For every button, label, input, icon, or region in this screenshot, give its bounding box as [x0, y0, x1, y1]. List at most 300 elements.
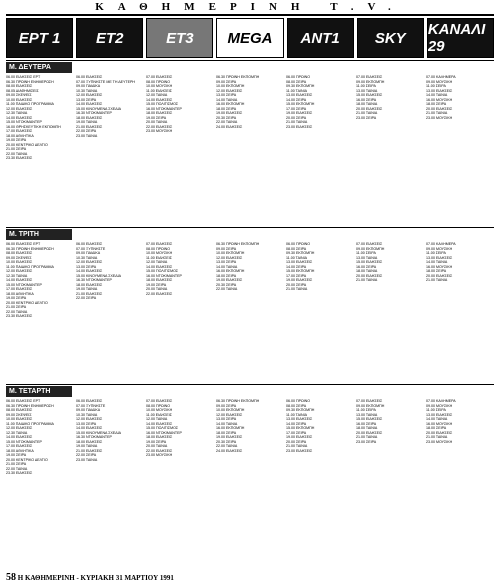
channel-schedule-column	[76, 399, 144, 567]
schedule-entry: 20.00 ΕΙΔΗΣΕΙΣ	[426, 106, 453, 111]
schedule-entry: 13.00 ΣΕΙΡΑ	[76, 97, 97, 102]
schedule-entry: 06.30 ΠΡΩΙΝΗ ΕΚΠΟΜΠΗ	[216, 75, 260, 79]
schedule-entry: 15.00 ΕΙΔΗΣΕΙΣ	[356, 93, 383, 97]
schedule-entry: 12.30 ΤΑΙΝΙΑ	[6, 111, 28, 115]
channel-schedule-column	[286, 75, 354, 225]
schedule-entry: 18.00 ΣΕΙΡΑ	[216, 273, 237, 278]
schedule-entry: 08.05 ΔΙΑΦΗΜΙΣΕΙΣ	[6, 88, 39, 93]
schedule-entry: 19.00 ΣΕΙΡΑ	[6, 138, 27, 142]
schedule-entry: 11.00 ΣΕΙΡΑ	[426, 84, 446, 88]
channel-logo: MEGA	[216, 18, 283, 58]
channel-logo: SKY	[357, 18, 424, 58]
schedule-entry: 11.00 ΕΙΔΗΣΕΙΣ	[146, 255, 172, 260]
schedule-entry: 22.00 ΣΕΙΡΑ	[76, 296, 97, 300]
schedule-entry: 11.00 ΣΕΙΡΑ	[356, 84, 376, 88]
schedule-entry: 07.00 ΕΙΔΗΣΕΙΣ	[356, 75, 383, 79]
schedule-entry: 11.00 ΕΙΔΗΣΕΙΣ	[146, 412, 172, 417]
channel-schedule-column	[286, 399, 354, 567]
schedule-entry: 06.00 ΠΡΩΙΝΟ	[286, 242, 311, 246]
schedule-entry: 07.00 ΚΑΛΗΜΕΡΑ	[426, 75, 456, 79]
schedule-entry: 22.00 ΕΙΔΗΣΕΙΣ	[146, 124, 173, 129]
channel-schedule-column	[426, 242, 494, 382]
schedule-entry: 16.00 ΜΟΥΣΙΚΗ	[426, 421, 453, 426]
schedule-entry: 22.00 ΤΑΙΝΙΑ	[6, 151, 28, 156]
schedule-entry: 18.00 ΣΕΙΡΑ	[426, 269, 447, 273]
schedule-entry: 21.00 ΤΑΙΝΙΑ	[286, 444, 308, 448]
schedule-entry: 17.00 ΣΕΙΡΑ	[286, 273, 307, 278]
schedule-entry: 18.00 ΕΙΔΗΣΕΙΣ	[146, 111, 173, 115]
schedule-entry: 11.00 ΠΑΙΔΙΚΟ ΠΡΟΓΡΑΜΜΑ	[6, 264, 54, 269]
schedule-entry: 13.00 ΣΕΙΡΑ	[216, 93, 237, 97]
schedule-entry: 12.00 ΤΑΙΝΙΑ	[146, 93, 168, 97]
schedule-entry: 14.00 ΕΙΔΗΣΕΙΣ	[146, 97, 173, 102]
schedule-entry: 08.00 ΣΕΙΡΑ	[286, 79, 307, 84]
section-divider	[6, 384, 494, 385]
schedule-entry: 18.00 ΑΘΛΗΤΙΚΑ	[6, 448, 34, 453]
schedule-entry: 12.00 ΕΙΔΗΣΕΙΣ	[76, 260, 103, 264]
schedule-entry: 16.00 ΕΚΠΟΜΠΗ	[216, 269, 245, 273]
schedule-entry: 13.00 ΣΕΙΡΑ	[76, 421, 97, 426]
schedule-entry: 12.00 ΕΙΔΗΣΕΙΣ	[216, 412, 243, 417]
schedule-columns	[6, 242, 494, 382]
schedule-entry: 18.00 ΑΘΛΗΤΙΚΑ	[6, 133, 34, 138]
schedule-entry: 06.30 ΠΡΩΙΝΗ ΕΚΠΟΜΠΗ	[216, 399, 260, 403]
schedule-entry: 09.00 ΠΑΙΔΙΚΑ	[76, 251, 101, 255]
schedule-entry: 18.00 ΕΙΔΗΣΕΙΣ	[76, 115, 103, 120]
schedule-entry: 18.00 ΣΕΙΡΑ	[426, 426, 447, 430]
schedule-entry: 15.00 ΝΤΟΚΙΜΑΝΤΕΡ	[6, 120, 42, 124]
channel-schedule-column	[426, 399, 494, 567]
schedule-entry: 19.00 ΤΑΙΝΙΑ	[76, 120, 98, 124]
schedule-entry: 23.00 ΜΟΥΣΙΚΗ	[146, 453, 173, 457]
schedule-entry: 21.00 ΤΑΙΝΙΑ	[426, 435, 448, 439]
schedule-entry: 09.00 ΣΚΕΨΕΙΣ	[6, 255, 32, 260]
schedule-entry: 20.00 ΕΙΔΗΣΕΙΣ	[356, 273, 383, 278]
schedule-entry: 09.00 ΕΚΠΟΜΠΗ	[356, 403, 385, 408]
schedule-entry: 21.00 ΕΙΔΗΣΕΙΣ	[76, 291, 103, 296]
channel-schedule-column	[356, 399, 424, 567]
schedule-entry: 09.30 ΕΚΠΟΜΠΗ	[286, 84, 315, 88]
schedule-entry: 15.00 ΝΤΟΚΙΜΑΝΤΕΡ	[6, 439, 42, 444]
schedule-entry: 15.00 ΝΤΟΚΙΜΑΝΤΕΡ	[6, 282, 42, 287]
schedule-entry: 13.00 ΤΑΙΝΙΑ	[356, 88, 378, 93]
schedule-entry: 20.00 ΚΕΝΤΡΙΚΟ ΔΕΛΤΙΟ	[6, 142, 48, 147]
schedule-entry: 16.30 ΝΤΟΚΙΜΑΝΤΕΡ	[76, 111, 112, 115]
schedule-entry: 15.00 ΠΟΛΙΤΙΣΜΟΣ	[146, 269, 179, 273]
schedule-entry: 16.00 ΣΕΙΡΑ	[356, 97, 377, 102]
schedule-entry: 23.30 ΕΙΔΗΣΕΙΣ	[6, 156, 33, 160]
page-footer	[6, 572, 494, 583]
schedule-entry: 14.00 ΤΑΙΝΙΑ	[216, 264, 238, 269]
channel-schedule-column	[6, 75, 74, 225]
schedule-entry: 13.00 ΕΙΔΗΣΕΙΣ	[286, 93, 313, 97]
schedule-entry: 18.00 ΑΘΛΗΤΙΚΑ	[6, 291, 34, 296]
schedule-entry: 09.00 ΜΟΥΣΙΚΗ	[426, 79, 453, 84]
channel-schedule-column	[6, 399, 74, 567]
schedule-entry: 10.30 ΤΑΙΝΙΑ	[76, 412, 98, 417]
schedule-entry: 06.30 ΠΡΩΙΝΗ ΕΝΗΜΕΡΩΣΗ	[6, 79, 54, 84]
schedule-entry: 19.00 ΣΕΙΡΑ	[146, 115, 167, 120]
schedule-entry: 23.00 ΕΙΔΗΣΕΙΣ	[286, 124, 313, 129]
page-number: 58	[6, 572, 16, 583]
schedule-entry: 14.00 ΤΑΙΝΙΑ	[216, 97, 238, 102]
channel-schedule-column	[426, 75, 494, 225]
schedule-entry: 23.00 ΜΟΥΣΙΚΗ	[426, 115, 453, 120]
footer-text: Η ΚΑΘΗΜΕΡΙΝΗ - ΚΥΡΙΑΚΗ 31 ΜΑΡΤΙΟΥ 1991	[17, 574, 174, 582]
schedule-entry: 22.00 ΕΙΔΗΣΕΙΣ	[146, 291, 173, 296]
schedule-entry: 22.00 ΣΕΙΡΑ	[76, 129, 97, 133]
schedule-entry: 22.00 ΕΙΔΗΣΕΙΣ	[146, 448, 173, 453]
schedule-entry: 19.00 ΣΕΙΡΑ	[146, 439, 167, 444]
schedule-entry: 06.00 ΕΙΔΗΣΕΙΣ ΕΡΤ	[6, 242, 41, 246]
schedule-entry: 18.00 ΤΑΙΝΙΑ	[356, 269, 378, 273]
schedule-entry: 11.00 ΣΕΙΡΑ	[426, 408, 446, 412]
section-divider	[6, 60, 494, 61]
schedule-entry: 21.00 ΤΑΙΝΙΑ	[426, 111, 448, 115]
schedule-entry: 16.00 ΝΤΟΚΙΜΑΝΤΕΡ	[146, 430, 182, 435]
schedule-entry: 17.00 ΕΙΔΗΣΕΙΣ	[6, 444, 33, 448]
schedule-entry: 18.00 ΕΙΔΗΣΕΙΣ	[76, 439, 103, 444]
schedule-columns	[6, 399, 494, 567]
channel-logo-row	[6, 18, 494, 58]
schedule-entry: 15.00 ΕΚΠΟΜΠΗ	[286, 102, 315, 106]
schedule-entry: 24.00 ΕΙΔΗΣΕΙΣ	[216, 448, 243, 453]
schedule-entry: 21.00 ΣΕΙΡΑ	[6, 147, 27, 151]
schedule-entry: 20.00 ΚΕΝΤΡΙΚΟ ΔΕΛΤΙΟ	[6, 457, 48, 462]
schedule-entry: 17.00 ΕΙΔΗΣΕΙΣ	[6, 287, 33, 291]
schedule-entry: 22.00 ΣΕΙΡΑ	[76, 453, 97, 457]
schedule-entry: 19.00 ΣΕΙΡΑ	[6, 453, 27, 457]
schedule-entry: 11.00 ΠΑΙΔΙΚΟ ΠΡΟΓΡΑΜΜΑ	[6, 102, 54, 106]
schedule-entry: 08.00 ΕΙΔΗΣΕΙΣ	[6, 84, 33, 88]
schedule-entry: 13.00 ΣΕΙΡΑ	[216, 260, 237, 264]
schedule-entry: 09.00 ΠΑΙΔΙΚΑ	[76, 408, 101, 412]
schedule-entry: 10.30 ΤΑΙΝΙΑ	[76, 255, 98, 260]
schedule-entry: 19.00 ΕΙΔΗΣΕΙΣ	[216, 435, 243, 439]
schedule-entry: 14.00 ΕΙΔΗΣΕΙΣ	[76, 102, 103, 106]
tv-guide-page	[6, 0, 494, 583]
schedule-entry: 20.30 ΣΕΙΡΑ	[216, 439, 237, 444]
schedule-entry: 12.00 ΕΙΔΗΣΕΙΣ	[76, 93, 103, 97]
schedule-entry: 08.00 ΠΡΩΙΝΟ	[146, 79, 171, 84]
schedule-entry: 20.30 ΣΕΙΡΑ	[216, 115, 237, 120]
schedule-entry: 06.30 ΠΡΩΙΝΗ ΕΝΗΜΕΡΩΣΗ	[6, 403, 54, 408]
schedule-entry: 10.00 ΕΚΠΟΜΠΗ	[216, 408, 245, 412]
schedule-entry: 11.00 ΤΑΙΝΙΑ	[286, 412, 307, 417]
schedule-entry: 09.00 ΜΟΥΣΙΚΗ	[426, 403, 453, 408]
schedule-entry: 20.00 ΕΙΔΗΣΕΙΣ	[356, 430, 383, 435]
schedule-entry: 11.00 ΣΕΙΡΑ	[426, 251, 446, 255]
schedule-entry: 16.00 ΝΤΟΚΙΜΑΝΤΕΡ	[146, 273, 182, 278]
schedule-entry: 14.00 ΤΑΙΝΙΑ	[426, 93, 448, 97]
schedule-entry: 19.00 ΤΑΙΝΙΑ	[76, 287, 98, 291]
schedule-entry: 23.30 ΕΙΔΗΣΕΙΣ	[6, 314, 33, 318]
schedule-entry: 07.00 ΞΥΠΝΗΣΤΕ	[76, 246, 106, 251]
schedule-entry: 13.00 ΕΙΔΗΣΕΙΣ	[286, 417, 313, 421]
schedule-entry: 10.00 ΜΟΥΣΙΚΗ	[146, 84, 173, 88]
schedule-entry: 12.00 ΕΙΔΗΣΕΙΣ	[216, 255, 243, 260]
schedule-entry: 22.00 ΤΑΙΝΙΑ	[216, 444, 238, 448]
schedule-entry: 08.00 ΣΕΙΡΑ	[286, 403, 307, 408]
schedule-entry: 06.00 ΕΙΔΗΣΕΙΣ	[76, 75, 103, 79]
schedule-entry: 20.00 ΣΕΙΡΑ	[286, 439, 307, 444]
schedule-entry: 14.00 ΤΑΙΝΙΑ	[426, 260, 448, 264]
schedule-entry: 18.00 ΕΙΔΗΣΕΙΣ	[146, 435, 173, 439]
schedule-entry: 19.00 ΕΙΔΗΣΕΙΣ	[286, 278, 313, 282]
day-header: Μ. ΔΕΥΤΕΡΑ	[6, 62, 72, 73]
schedule-entry: 10.00 ΜΟΥΣΙΚΗ	[146, 408, 173, 412]
schedule-entry: 08.00 ΕΙΔΗΣΕΙΣ	[6, 251, 33, 255]
schedule-columns	[6, 75, 494, 225]
schedule-entry: 10.30 ΤΑΙΝΙΑ	[76, 88, 98, 93]
schedule-entry: 06.00 ΠΡΩΙΝΟ	[286, 399, 311, 403]
schedule-entry: 06.30 ΠΡΩΙΝΗ ΕΝΗΜΕΡΩΣΗ	[6, 246, 54, 251]
schedule-entry: 21.00 ΤΑΙΝΙΑ	[356, 435, 378, 439]
channel-schedule-column	[356, 242, 424, 382]
schedule-entry: 15.00 ΕΙΔΗΣΕΙΣ	[356, 260, 383, 264]
schedule-entry: 21.00 ΤΑΙΝΙΑ	[286, 120, 308, 124]
schedule-entry: 09.30 ΕΚΠΟΜΠΗ	[286, 251, 315, 255]
schedule-entry: 09.30 ΕΚΠΟΜΠΗ	[286, 408, 315, 412]
schedule-entry: 13.00 ΤΑΙΝΙΑ	[356, 412, 378, 417]
channel-schedule-column	[286, 242, 354, 382]
schedule-entry: 15.00 ΕΚΠΟΜΠΗ	[286, 426, 315, 430]
schedule-entry: 21.00 ΤΑΙΝΙΑ	[356, 111, 378, 115]
schedule-entry: 09.00 ΣΚΕΨΕΙΣ	[6, 93, 32, 97]
schedule-entry: 14.00 ΕΙΔΗΣΕΙΣ	[76, 269, 103, 273]
schedule-entry: 13.00 ΕΙΔΗΣΕΙΣ	[426, 255, 453, 260]
schedule-entry: 12.00 ΤΑΙΝΙΑ	[146, 417, 168, 421]
channel-schedule-column	[216, 242, 284, 382]
schedule-entry: 16.30 ΝΤΟΚΙΜΑΝΤΕΡ	[76, 435, 112, 439]
schedule-entry: 18.00 ΤΑΙΝΙΑ	[356, 426, 378, 430]
schedule-entry: 22.00 ΤΑΙΝΙΑ	[216, 287, 238, 291]
schedule-entry: 15.00 ΠΟΛΙΤΙΣΜΟΣ	[146, 426, 179, 430]
schedule-entry: 23.00 ΤΑΙΝΙΑ	[76, 133, 98, 138]
schedule-entry: 20.00 ΕΙΔΗΣΕΙΣ	[356, 106, 383, 111]
schedule-entry: 19.00 ΕΙΔΗΣΕΙΣ	[216, 111, 243, 115]
schedule-entry: 07.00 ΕΙΔΗΣΕΙΣ	[146, 75, 173, 79]
schedule-entry: 12.30 ΤΑΙΝΙΑ	[6, 430, 28, 435]
channel-schedule-column	[356, 75, 424, 225]
schedule-entry: 07.00 ΞΥΠΝΗΣΤΕ	[76, 403, 106, 408]
channel-schedule-column	[216, 399, 284, 567]
schedule-entry: 24.00 ΕΙΔΗΣΕΙΣ	[216, 124, 243, 129]
schedule-entry: 19.00 ΕΙΔΗΣΕΙΣ	[286, 435, 313, 439]
schedule-entry: 23.00 ΤΑΙΝΙΑ	[76, 457, 98, 462]
schedule-entry: 06.00 ΕΙΔΗΣΕΙΣ ΕΡΤ	[6, 75, 41, 79]
channel-logo: ΕΤ2	[76, 18, 143, 58]
schedule-entry: 11.00 ΤΑΙΝΙΑ	[286, 88, 307, 93]
schedule-entry: 12.00 ΕΙΔΗΣΕΙΣ	[6, 269, 33, 273]
schedule-entry: 06.00 ΕΙΔΗΣΕΙΣ	[76, 399, 103, 403]
day-header: Μ. ΤΕΤΑΡΤΗ	[6, 386, 72, 397]
schedule-entry: 23.00 ΜΟΥΣΙΚΗ	[146, 129, 173, 133]
schedule-entry: 23.30 ΕΙΔΗΣΕΙΣ	[6, 471, 33, 475]
schedule-entry: 18.00 ΣΕΙΡΑ	[216, 430, 237, 435]
schedule-entry: 13.00 ΕΙΔΗΣΕΙΣ	[286, 260, 313, 264]
schedule-entry: 23.00 ΣΕΙΡΑ	[356, 439, 377, 444]
schedule-entry: 06.00 ΕΙΔΗΣΕΙΣ	[76, 242, 103, 246]
schedule-entry: 13.00 ΕΙΔΗΣΕΙΣ	[426, 412, 453, 417]
schedule-entry: 16.00 ΣΕΙΡΑ	[356, 264, 377, 269]
schedule-entry: 08.00 ΕΙΔΗΣΕΙΣ	[6, 408, 33, 412]
schedule-entry: 17.00 ΣΕΙΡΑ	[286, 430, 307, 435]
schedule-entry: 09.00 ΕΚΠΟΜΠΗ	[356, 246, 385, 251]
schedule-entry: 10.00 ΕΙΔΗΣΕΙΣ	[6, 260, 33, 264]
schedule-entry: 14.00 ΕΙΔΗΣΕΙΣ	[6, 115, 33, 120]
schedule-entry: 06.00 ΕΙΔΗΣΕΙΣ ΕΡΤ	[6, 399, 41, 403]
schedule-entry: 14.00 ΕΙΔΗΣΕΙΣ	[146, 421, 173, 426]
schedule-entry: 19.00 ΣΕΙΡΑ	[146, 282, 167, 287]
schedule-entry: 06.00 ΠΡΩΙΝΟ	[286, 75, 311, 79]
schedule-entry: 18.00 ΕΙΔΗΣΕΙΣ	[76, 282, 103, 287]
channel-schedule-column	[146, 242, 214, 382]
schedule-entry: 15.00 ΠΟΛΙΤΙΣΜΟΣ	[146, 102, 179, 106]
schedule-entry: 23.00 ΜΟΥΣΙΚΗ	[426, 439, 453, 444]
section-divider	[6, 227, 494, 228]
schedule-entry: 20.00 ΕΙΔΗΣΕΙΣ	[426, 430, 453, 435]
schedule-entry: 09.00 ΣΕΙΡΑ	[216, 246, 237, 251]
schedule-entry: 10.00 ΕΚΠΟΜΠΗ	[216, 251, 245, 255]
schedule-entry: 21.00 ΣΕΙΡΑ	[6, 305, 27, 309]
schedule-entry: 16.00 ΕΚΠΟΜΠΗ	[216, 102, 245, 106]
schedule-entry: 11.00 ΣΕΙΡΑ	[356, 251, 376, 255]
schedule-entry: 20.00 ΣΕΙΡΑ	[286, 115, 307, 120]
schedule-entry: 21.00 ΤΑΙΝΙΑ	[356, 278, 378, 282]
schedule-entry: 10.00 ΕΙΔΗΣΕΙΣ	[6, 417, 33, 421]
schedule-entry: 14.00 ΣΕΙΡΑ	[286, 421, 307, 426]
schedule-entry: 19.00 ΕΙΔΗΣΕΙΣ	[286, 111, 313, 115]
schedule-entry: 09.00 ΣΕΙΡΑ	[216, 79, 237, 84]
schedule-entry: 16.00 ΕΚΠΟΜΠΗ	[216, 426, 245, 430]
schedule-entry: 20.00 ΤΑΙΝΙΑ	[146, 120, 168, 124]
channel-schedule-column	[6, 242, 74, 382]
channel-logo: ΕΡΤ 1	[6, 18, 73, 58]
schedule-entry: 16.30 ΝΤΟΚΙΜΑΝΤΕΡ	[76, 278, 112, 282]
schedule-entry: 13.00 ΣΕΙΡΑ	[76, 264, 97, 269]
schedule-entry: 12.00 ΕΙΔΗΣΕΙΣ	[216, 88, 243, 93]
schedule-entry: 07.00 ΕΙΔΗΣΕΙΣ	[146, 242, 173, 246]
schedule-entry: 21.00 ΕΙΔΗΣΕΙΣ	[76, 448, 103, 453]
schedule-entry: 14.00 ΕΙΔΗΣΕΙΣ	[76, 426, 103, 430]
schedule-entry: 14.00 ΤΑΙΝΙΑ	[216, 421, 238, 426]
schedule-entry: 12.30 ΤΑΙΝΙΑ	[6, 273, 28, 278]
channel-schedule-column	[146, 399, 214, 567]
schedule-entry: 17.00 ΕΙΔΗΣΕΙΣ	[6, 129, 33, 133]
schedule-entry: 09.00 ΠΑΙΔΙΚΑ	[76, 84, 101, 88]
schedule-entry: 23.00 ΣΕΙΡΑ	[356, 115, 377, 120]
schedule-entry: 23.00 ΕΙΔΗΣΕΙΣ	[286, 448, 313, 453]
schedule-entry: 07.00 ΚΑΛΗΜΕΡΑ	[426, 399, 456, 403]
schedule-entry: 07.00 ΞΥΠΝΗΣΤΕ ΜΕ ΤΗ ΔΕΥΤΕΡΗ	[76, 79, 136, 84]
schedule-entry: 13.00 ΕΙΔΗΣΕΙΣ	[426, 88, 453, 93]
schedule-entry: 18.00 ΣΕΙΡΑ	[426, 102, 447, 106]
schedule-entry: 19.00 ΣΕΙΡΑ	[6, 296, 27, 300]
schedule-entry: 14.00 ΕΙΔΗΣΕΙΣ	[6, 278, 33, 282]
schedule-entry: 09.00 ΣΚΕΨΕΙΣ	[6, 412, 32, 417]
schedule-entry: 06.30 ΠΡΩΙΝΗ ΕΚΠΟΜΠΗ	[216, 242, 260, 246]
schedule-entry: 12.00 ΕΙΔΗΣΕΙΣ	[6, 106, 33, 111]
schedule-entry: 07.00 ΕΙΔΗΣΕΙΣ	[146, 399, 173, 403]
channel-schedule-column	[146, 75, 214, 225]
channel-schedule-column	[76, 75, 144, 225]
schedule-entry: 15.00 ΕΚΠΟΜΠΗ	[286, 269, 315, 273]
schedule-entry: 10.00 ΕΚΠΟΜΠΗ	[216, 84, 245, 88]
schedule-entry: 20.00 ΣΕΙΡΑ	[286, 282, 307, 287]
schedule-entry: 18.00 ΣΕΙΡΑ	[216, 106, 237, 111]
schedule-entry: 16.00 ΜΟΥΣΙΚΗ	[426, 97, 453, 102]
schedule-entry: 09.00 ΣΕΙΡΑ	[216, 403, 237, 408]
schedule-entry: 19.00 ΤΑΙΝΙΑ	[76, 444, 98, 448]
schedule-entry: 15.00 ΚΙΝΟΥΜΕΝΑ ΣΧΕΔΙΑ	[76, 273, 122, 278]
schedule-entry: 09.00 ΕΚΠΟΜΠΗ	[356, 79, 385, 84]
schedule-entry: 16.00 ΜΟΥΣΙΚΗ	[426, 264, 453, 269]
schedule-entry: 16.00 ΘΡΗΣΚΕΥΤΙΚΗ ΕΚΠΟΜΠΗ	[6, 124, 61, 129]
schedule-entry: 11.00 ΤΑΙΝΙΑ	[286, 255, 307, 260]
channel-logo: ANT1	[287, 18, 354, 58]
schedule-entry: 21.00 ΕΙΔΗΣΕΙΣ	[76, 124, 103, 129]
schedule-entry: 07.00 ΚΑΛΗΜΕΡΑ	[426, 242, 456, 246]
schedule-entry: 15.00 ΚΙΝΟΥΜΕΝΑ ΣΧΕΔΙΑ	[76, 430, 122, 435]
channel-logo: ΕΤ3	[146, 18, 213, 58]
day-header: Μ. ΤΡΙΤΗ	[6, 229, 72, 240]
schedule-entry: 21.00 ΤΑΙΝΙΑ	[426, 278, 448, 282]
schedule-entry: 13.00 ΣΕΙΡΑ	[216, 417, 237, 421]
schedule-entry: 14.00 ΤΑΙΝΙΑ	[426, 417, 448, 421]
schedule-entry: 17.00 ΣΕΙΡΑ	[286, 106, 307, 111]
schedule-entry: 10.00 ΜΟΥΣΙΚΗ	[146, 251, 173, 255]
schedule-entry: 14.00 ΕΙΔΗΣΕΙΣ	[146, 264, 173, 269]
schedule-entry: 11.00 ΠΑΙΔΙΚΟ ΠΡΟΓΡΑΜΜΑ	[6, 421, 54, 426]
channel-schedule-column	[216, 75, 284, 225]
schedule-entry: 16.00 ΣΕΙΡΑ	[356, 421, 377, 426]
schedule-entry: 15.00 ΚΙΝΟΥΜΕΝΑ ΣΧΕΔΙΑ	[76, 106, 122, 111]
schedule-entry: 07.00 ΕΙΔΗΣΕΙΣ	[356, 242, 383, 246]
schedule-entry: 15.00 ΕΙΔΗΣΕΙΣ	[356, 417, 383, 421]
schedule-entry: 20.00 ΤΑΙΝΙΑ	[146, 444, 168, 448]
schedule-entry: 22.00 ΤΑΙΝΙΑ	[216, 120, 238, 124]
schedule-entry: 12.00 ΕΙΔΗΣΕΙΣ	[76, 417, 103, 421]
schedule-entry: 07.00 ΕΙΔΗΣΕΙΣ	[356, 399, 383, 403]
schedule-entry: 20.30 ΣΕΙΡΑ	[216, 282, 237, 287]
schedule-entry: 16.00 ΝΤΟΚΙΜΑΝΤΕΡ	[146, 106, 182, 111]
schedule-entry: 14.00 ΕΙΔΗΣΕΙΣ	[6, 435, 33, 439]
schedule-entry: 12.00 ΤΑΙΝΙΑ	[146, 260, 168, 264]
schedule-entry: 22.00 ΤΑΙΝΙΑ	[6, 309, 28, 314]
masthead: ΚΑΘΗΜΕΡΙΝΗ T.V.	[6, 0, 494, 16]
schedule-entry: 14.00 ΣΕΙΡΑ	[286, 97, 307, 102]
schedule-entry: 20.00 ΤΑΙΝΙΑ	[146, 287, 168, 291]
schedule-entry: 08.00 ΠΡΩΙΝΟ	[146, 403, 171, 408]
schedule-entry: 08.00 ΠΡΩΙΝΟ	[146, 246, 171, 251]
schedule-entry: 10.00 ΕΙΔΗΣΕΙΣ	[6, 97, 33, 102]
schedule-entry: 20.00 ΚΕΝΤΡΙΚΟ ΔΕΛΤΙΟ	[6, 300, 48, 305]
channel-schedule-column	[76, 242, 144, 382]
schedule-entry: 12.00 ΕΙΔΗΣΕΙΣ	[6, 426, 33, 430]
schedule-entry: 21.00 ΤΑΙΝΙΑ	[286, 287, 308, 291]
schedule-entry: 11.00 ΣΕΙΡΑ	[356, 408, 376, 412]
channel-logo: ΚΑΝΑΛΙ 29	[427, 18, 494, 58]
schedule-entry: 11.00 ΕΙΔΗΣΕΙΣ	[146, 88, 172, 93]
schedule-entry: 08.00 ΣΕΙΡΑ	[286, 246, 307, 251]
schedule-entry: 13.00 ΤΑΙΝΙΑ	[356, 255, 378, 260]
schedule-entry: 18.00 ΤΑΙΝΙΑ	[356, 102, 378, 106]
schedule-entry: 19.00 ΕΙΔΗΣΕΙΣ	[216, 278, 243, 282]
schedule-entry: 14.00 ΣΕΙΡΑ	[286, 264, 307, 269]
schedule-entry: 22.00 ΤΑΙΝΙΑ	[6, 466, 28, 471]
schedule-entry: 21.00 ΣΕΙΡΑ	[6, 462, 27, 466]
